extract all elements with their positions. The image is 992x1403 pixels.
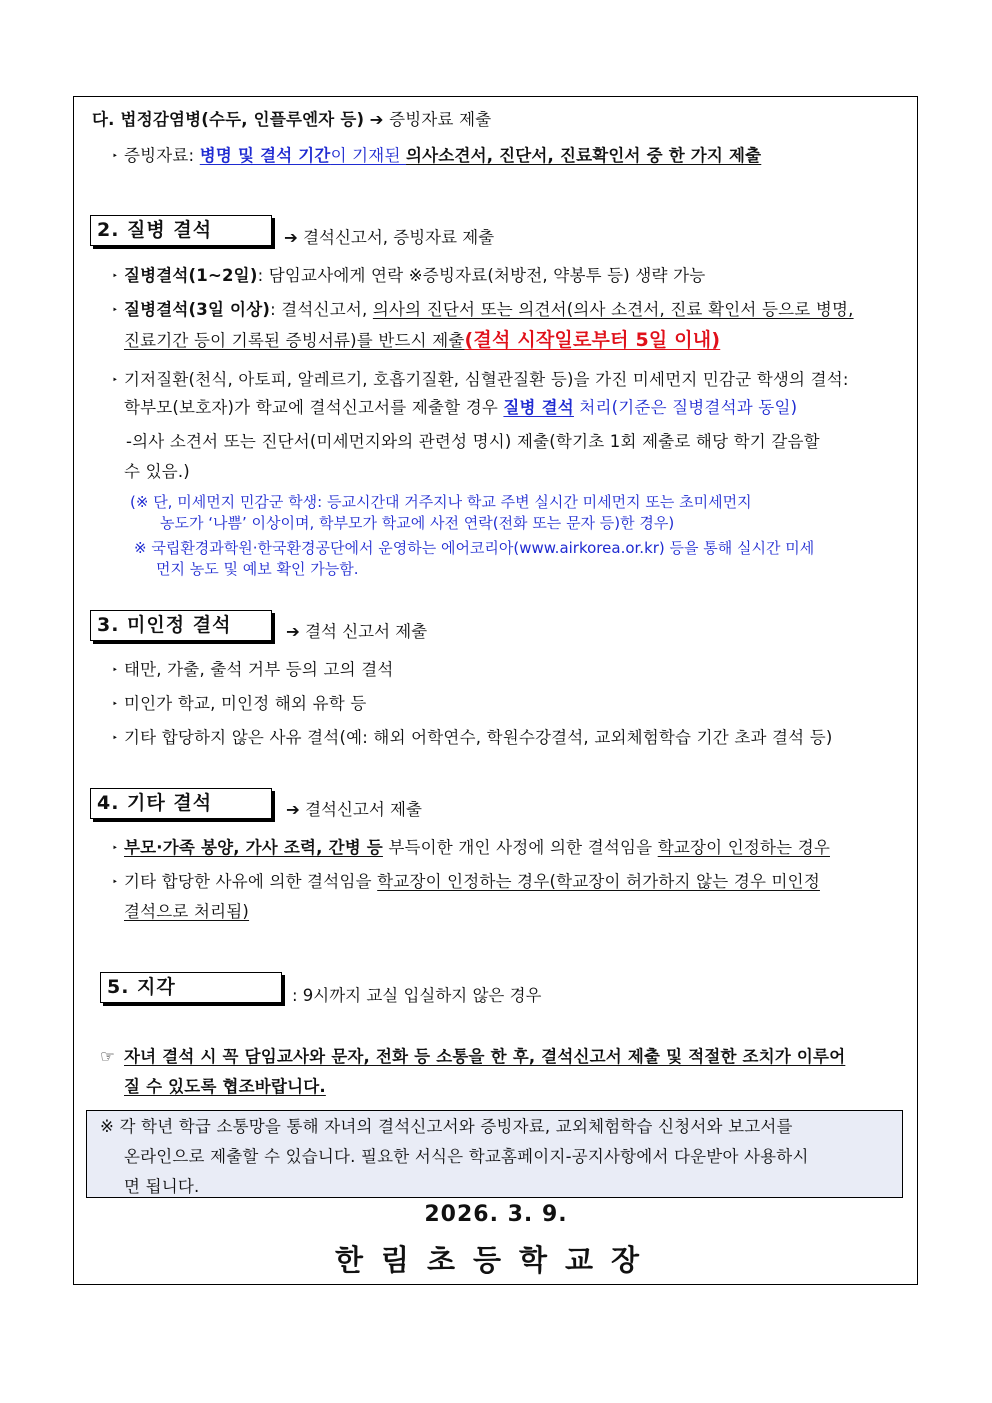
notice-line-3: 면 됩니다. — [124, 1177, 200, 1196]
school-principal-signature: 한림초등학교장 — [334, 1243, 658, 1277]
bullet-icon: ‣ — [112, 733, 119, 744]
chronic-illness-bullet: ‣ 기저질환(천식, 아토피, 알레르기, 호흡기질환, 심혈관질환 등)을 가진 미세먼지 민감군 학생의 결석: — [112, 368, 849, 393]
notice-line-1: ※ 각 학년 학급 소통망을 통해 자녀의 결석신고서와 증빙자료, 교외체험학습 신청서와 보고서를 — [100, 1117, 793, 1136]
section-4-arrow: ➔ 결석신고서 제출 — [286, 800, 422, 819]
airkorea-note-line-1: ※ 국립환경과학원·한국환경공단에서 운영하는 에어코리아(www.airkorea.or.kr) 등을 통해 실시간 미세 — [134, 539, 815, 557]
legal-disease-bullet: ‣ 증빙자료: 병명 및 결석 기간이 기재된 의사소견서, 진단서, 진료확인서 중 한 가지 제출 — [112, 144, 761, 169]
bullet-icon: ‣ — [112, 151, 119, 162]
notice-line-2: 온라인으로 제출할 수 있습니다. 필요한 서식은 학교홈페이지-공지사항에서 다운받아 사용하시 — [124, 1147, 809, 1166]
family-care-bullet: ‣ 부모·가족 봉양, 가사 조력, 간병 등 부득이한 개인 사정에 의한 결석임을 학교장이 인정하는 경우 — [112, 836, 830, 861]
other-reason-bullet-cont: 결석으로 처리됨) — [124, 902, 250, 921]
list-item: ‣ 미인가 학교, 미인정 해외 유학 등 — [112, 692, 366, 717]
bullet-icon: ‣ — [112, 375, 119, 386]
fine-dust-note-line-2: 농도가 ‘나쁨’ 이상이며, 학부모가 학교에 사전 연락(전화 또는 문자 등)한 경우) — [160, 514, 675, 532]
document-date: 2026. 3. 9. — [424, 1202, 568, 1227]
section-3-arrow: ➔ 결석 신고서 제출 — [286, 622, 428, 641]
list-item: ‣ 태만, 가출, 출석 거부 등의 고의 결석 — [112, 658, 394, 683]
doctor-note-line-1: -의사 소견서 또는 진단서(미세먼지와의 관련성 명시) 제출(학기초 1회 제출로 해당 학기 갈음할 — [126, 432, 820, 451]
bullet-icon: ‣ — [112, 665, 119, 676]
other-reason-bullet: ‣ 기타 합당한 사유에 의한 결석임을 학교장이 인정하는 경우(학교장이 허가하지 않는 경우 미인정 — [112, 870, 820, 895]
section-4-title: 4. 기타 결석 — [90, 788, 272, 819]
bullet-icon: ‣ — [112, 877, 119, 888]
hand-pointer-icon: ☞ — [100, 1047, 115, 1066]
chronic-illness-bullet-cont: 학부모(보호자)가 학교에 결석신고서를 제출할 경우 질병 결석 처리(기준은 질병결석과 동일) — [124, 398, 798, 417]
bullet-icon: ‣ — [112, 271, 119, 282]
section-3-title: 3. 미인정 결석 — [90, 610, 272, 641]
closing-request-line-2: 질 수 있도록 협조바랍니다. — [124, 1077, 326, 1096]
doctor-note-line-2: 수 있음.) — [124, 462, 190, 481]
sick-3-days-bullet-cont: 진료기간 등이 기록된 증빙서류)를 반드시 제출(결석 시작일로부터 5일 이내) — [124, 329, 721, 351]
closing-request-line-1: 자녀 결석 시 꼭 담임교사와 문자, 전화 등 소통을 한 후, 결석신고서 제출 및 적절한 조치가 이루어 — [124, 1047, 846, 1066]
airkorea-note-line-2: 먼지 농도 및 예보 확인 가능함. — [156, 560, 359, 578]
sick-1-2-days-bullet: ‣ 질병결석(1~2일): 담임교사에게 연락 ※증빙자료(처방전, 약봉투 등) 생략 가능 — [112, 264, 705, 289]
legal-disease-heading: 다. 법정감염병(수두, 인플루엔자 등) ➔ 증빙자료 제출 — [92, 110, 492, 129]
section-5-desc: : 9시까지 교실 입실하지 않은 경우 — [292, 986, 542, 1005]
list-item: ‣ 기타 합당하지 않은 사유 결석(예: 해외 어학연수, 학원수강결석, 교외체험학습 기간 초과 결석 등) — [112, 726, 833, 751]
bullet-icon: ‣ — [112, 843, 119, 854]
section-5-title: 5. 지각 — [100, 972, 282, 1003]
bullet-icon: ‣ — [112, 699, 119, 710]
section-2-arrow: ➔ 결석신고서, 증빙자료 제출 — [284, 228, 495, 247]
section-2-title: 2. 질병 결석 — [90, 215, 272, 246]
sick-3-days-bullet: ‣ 질병결석(3일 이상): 결석신고서, 의사의 진단서 또는 의견서(의사 소견서, 진료 확인서 등으로 병명, — [112, 298, 910, 323]
fine-dust-note-line-1: (※ 단, 미세먼지 민감군 학생: 등교시간대 거주지나 학교 주변 실시간 미세먼지 또는 초미세먼지 — [130, 493, 752, 511]
bullet-icon: ‣ — [112, 305, 119, 316]
